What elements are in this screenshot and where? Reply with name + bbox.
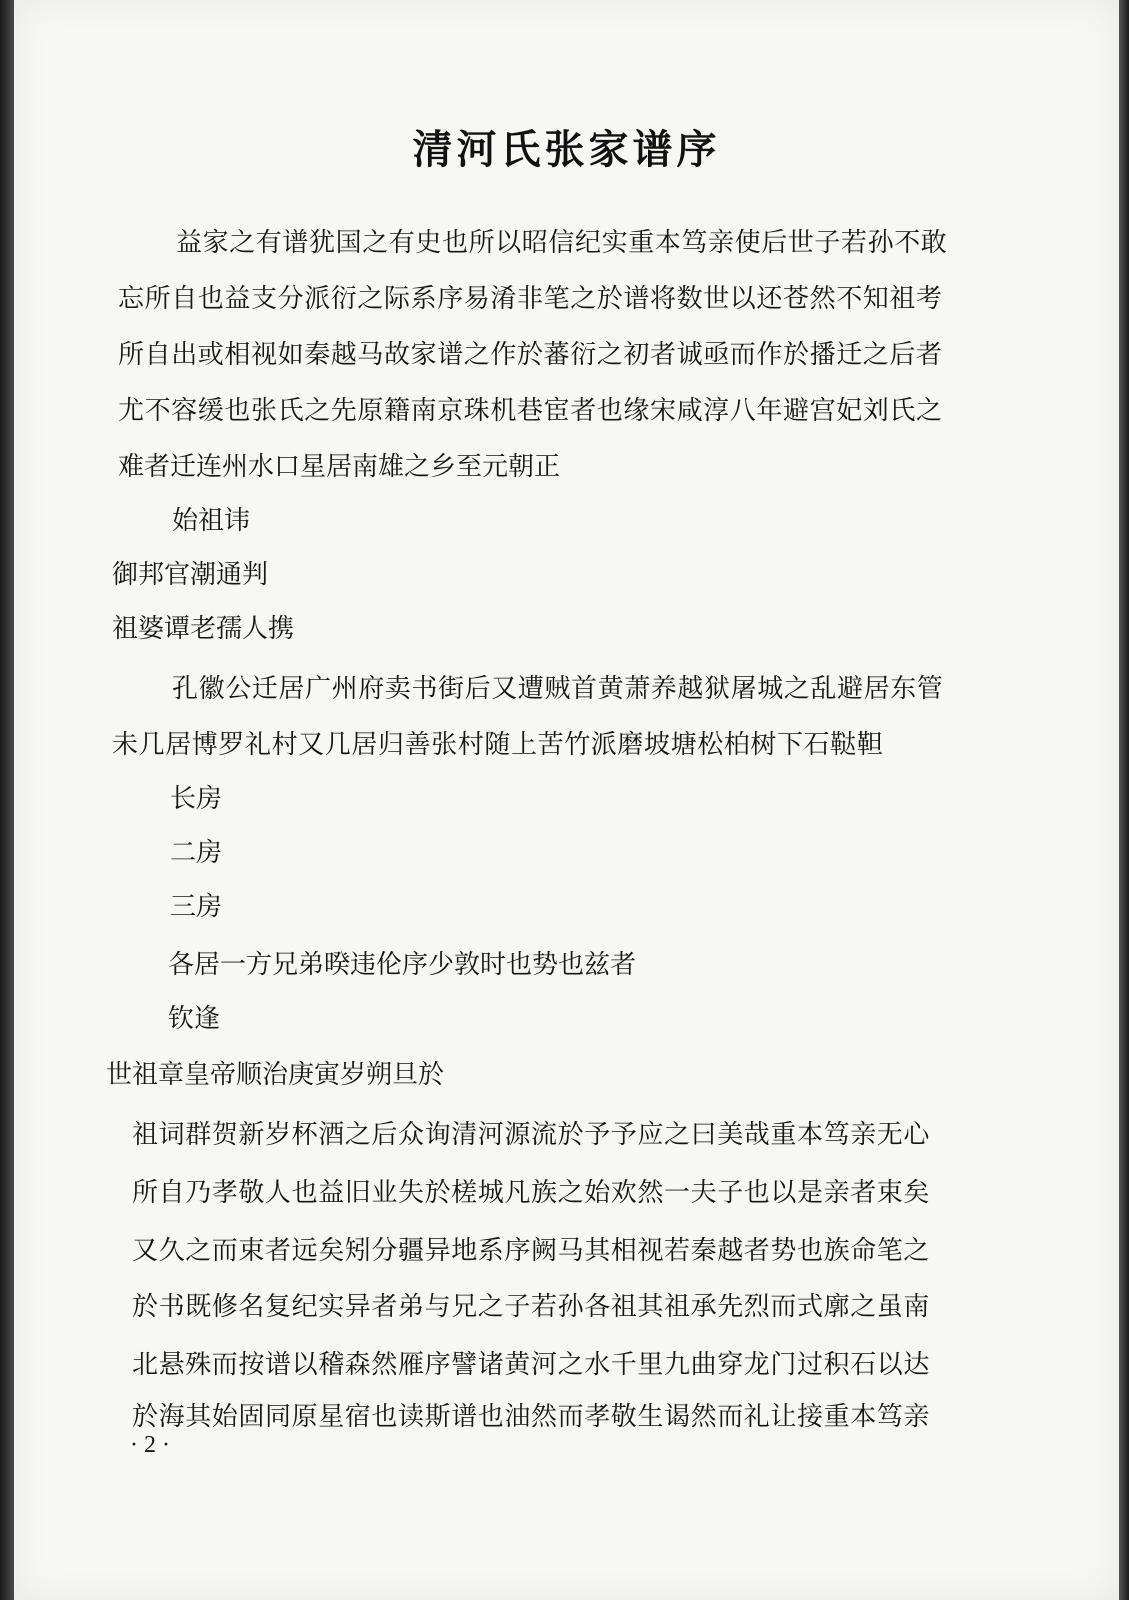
- text-line-16: 世祖章皇帝顺治庚寅岁朔旦於: [106, 1060, 445, 1090]
- text-line-1: 益家之有谱犹国之有史也所以昭信纪实重本笃亲使后世子若孙不敢: [176, 228, 948, 258]
- text-line-15: 钦逢: [168, 1004, 221, 1034]
- text-line-5: 难者迁连州水口星居南雄之乡至元朝正: [118, 452, 561, 482]
- text-line-17: 祖词群贺新岁杯酒之后众询清河源流於予予应之曰美哉重本笃亲无心: [132, 1120, 931, 1150]
- text-line-8: 祖婆谭老孺人携: [112, 614, 295, 644]
- text-line-19: 又久之而束者远矣矧分疆异地系序阙马其相视若秦越者势也族命笔之: [132, 1236, 931, 1266]
- text-line-18: 所自乃孝敬人也益旧业失於槎城凡族之始欢然一夫子也以是亲者束矣: [132, 1178, 931, 1208]
- text-line-21: 北悬殊而按谱以稽森然雁序譬诸黄河之水千里九曲穿龙门过积石以达: [132, 1350, 931, 1380]
- text-line-12: 二房: [170, 838, 223, 868]
- text-line-10: 未几居博罗礼村又几居归善张村随上苦竹派磨坡塘松柏树下石鞑靼: [112, 730, 884, 760]
- document-page: [14, 0, 1119, 1600]
- text-line-22: 於海其始固同原星宿也读斯谱也油然而孝敬生谒然而礼让接重本笃亲: [132, 1402, 931, 1432]
- text-line-3: 所自出或相视如秦越马故家谱之作於蕃衍之初者诚亟而作於播迁之后者: [118, 340, 943, 370]
- text-line-13: 三房: [170, 892, 223, 922]
- text-line-11: 长房: [170, 784, 223, 814]
- page-number: · 2 ·: [130, 1432, 170, 1458]
- text-line-9: 孔徽公迁居广州府卖书街后又遭贼首黄萧养越狱屠城之乱避居东管: [172, 674, 944, 704]
- page-title: 清河氏张家谱序: [412, 126, 721, 173]
- text-line-4: 尤不容缓也张氏之先原籍南京珠机巷宦者也缘宋咸淳八年避宫妃刘氏之: [118, 396, 943, 426]
- text-line-14: 各居一方兄弟暌违伦序少敦时也势也兹者: [168, 950, 637, 980]
- text-line-6: 始祖讳: [172, 506, 251, 536]
- scan-border-right: [1119, 0, 1129, 1600]
- text-line-20: 於书既修名复纪实异者弟与兄之子若孙各祖其祖承先烈而式廓之虽南: [132, 1292, 931, 1322]
- text-line-2: 忘所自也益支分派衍之际系序易淆非笔之於谱将数世以还苍然不知祖考: [118, 284, 943, 314]
- scan-border-left: [0, 0, 14, 1600]
- text-line-7: 御邦官潮通判: [112, 560, 269, 590]
